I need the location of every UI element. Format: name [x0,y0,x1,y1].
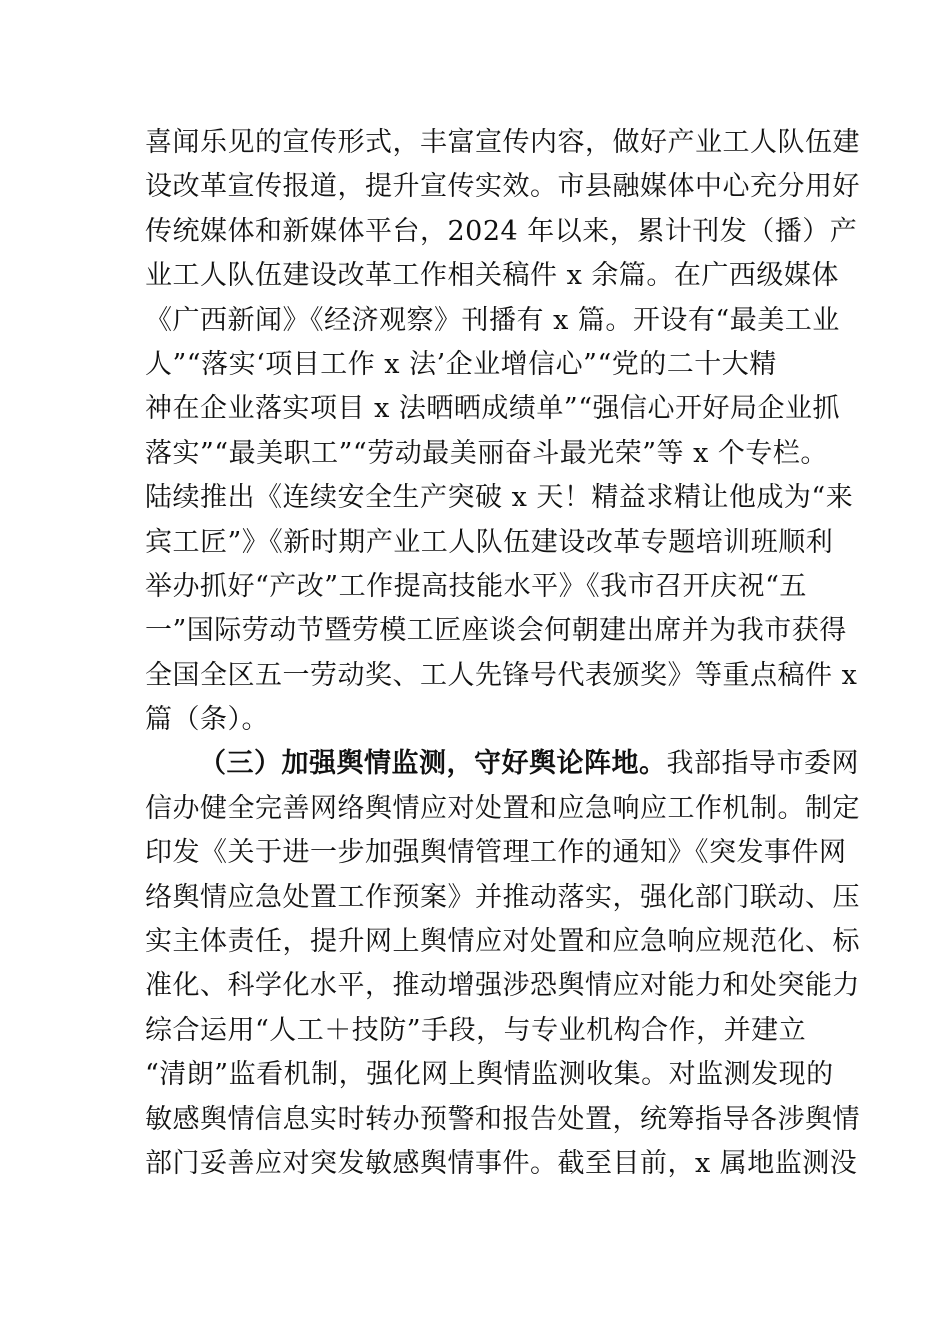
text-line: 陆续推出《连续安全生产突破 x 天！精益求精让他成为“来 [145,482,854,514]
text-line: 设改革宣传报道，提升宣传实效。市县融媒体中心充分用好 [145,171,860,203]
section-first-line-text: 我部指导市委网 [666,748,859,780]
text-line: 络舆情应急处置工作预案》并推动落实，强化部门联动、压 [145,881,860,913]
text-line: 一”国际劳动节暨劳模工匠座谈会何朝建出席并为我市获得 [145,615,847,647]
text-line: 传统媒体和新媒体平台，2024 年以来，累计刊发（播）产 [145,215,858,247]
text-line: 篇（条）。 [145,704,269,736]
text-line: 神在企业落实项目 x 法晒晒成绩单”“强信心开好局企业抓 [145,393,840,425]
document-body [145,121,860,1186]
text-line: 实主体责任，提升网上舆情应对处置和应急响应规范化、标 [145,926,860,958]
text-line: 业工人队伍建设改革工作相关稿件 x 余篇。在广西级媒体 [145,260,839,292]
text-line: 人”“落实‘项目工作 x 法’企业增信心”“党的二十大精 [145,348,777,380]
text-line: 敏感舆情信息实时转办预警和报告处置，统筹指导各涉舆情 [145,1103,860,1135]
text-line: 部门妥善应对突发敏感舆情事件。截至目前，x 属地监测没 [145,1147,858,1179]
section-first-line [145,742,859,786]
text-line: 准化、科学化水平，推动增强涉恐舆情应对能力和处突能力 [145,970,860,1002]
text-line: “清朗”监看机制，强化网上舆情监测收集。对监测发现的 [145,1059,834,1091]
text-line: 印发《关于进一步加强舆情管理工作的通知》《突发事件网 [145,837,847,869]
text-line: 宾工匠”》《新时期产业工人队伍建设改革专题培训班顺利 [145,526,834,558]
text-line: 信办健全完善网络舆情应对处置和应急响应工作机制。制定 [145,792,860,824]
section-heading: （三）加强舆情监测，守好舆论阵地。 [199,748,667,780]
text-line: 举办抓好“产改”工作提高技能水平》《我市召开庆祝“五 [145,570,807,602]
text-line: 落实”“最美职工”“劳动最美丽奋斗最光荣”等 x 个专栏。 [145,437,828,469]
text-line: 全国全区五一劳动奖、工人先锋号代表颁奖》等重点稿件 x [145,659,858,691]
text-line: 喜闻乐见的宣传形式，丰富宣传内容，做好产业工人队伍建 [145,127,860,158]
text-line: 综合运用“人工＋技防”手段，与专业机构合作，并建立 [145,1014,807,1046]
text-line: 《广西新闻》《经济观察》刊播有 x 篇。开设有“最美工业 [145,304,840,336]
